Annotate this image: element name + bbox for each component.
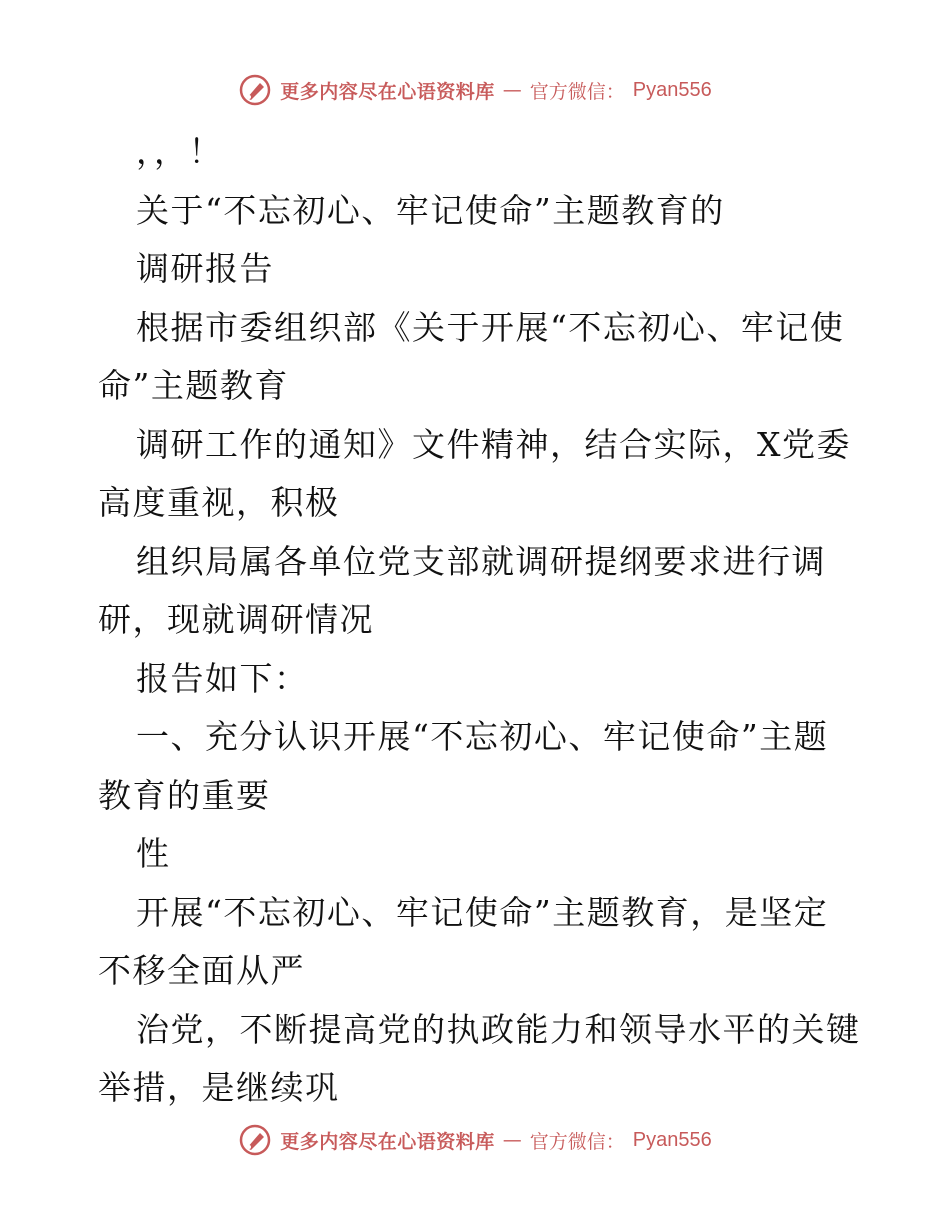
banner-text: 更多内容尽在心语资料库	[280, 80, 495, 103]
body-line: 根据市委组织部《关于开展“不忘初心、牢记使	[136, 307, 845, 347]
banner-separator: —	[502, 1129, 522, 1151]
body-line: 一、充分认识开展“不忘初心、牢记使命”主题	[136, 717, 829, 756]
body-line: 关于“不忘初心、牢记使命”主题教育的	[136, 190, 725, 230]
banner-separator: —	[502, 79, 522, 101]
banner-wechat-label: 官方微信：	[529, 80, 625, 103]
body-line: 治党，不断提高党的执政能力和领导水平的关键	[136, 1009, 861, 1049]
body-line: ，，！	[136, 132, 223, 171]
body-line: 开展“不忘初心、牢记使命”主题教育，是坚定	[136, 892, 829, 932]
body-line: 命”主题教育	[98, 366, 289, 405]
banner-text: 更多内容尽在心语资料库	[280, 1130, 495, 1153]
body-line: 举措，是继续巩	[98, 1068, 340, 1107]
banner-wechat-handle: Pyan556	[632, 1128, 712, 1151]
body-line: 性	[136, 834, 171, 873]
body-line: 不移全面从严	[98, 951, 305, 990]
body-line: 高度重视，积极	[98, 483, 340, 522]
banner-wechat-label: 官方微信：	[529, 1130, 625, 1153]
body-line: 教育的重要	[98, 775, 271, 815]
banner-wechat-handle: Pyan556	[632, 78, 712, 101]
pen-nib-logo-icon	[238, 73, 272, 107]
pen-nib-logo-icon	[238, 1123, 272, 1157]
body-line: 调研工作的通知》文件精神，结合实际，X党委	[136, 424, 851, 464]
body-line: 调研报告	[136, 249, 274, 288]
document-body	[98, 123, 868, 1118]
body-line: 报告如下：	[136, 658, 309, 698]
body-line: 组织局属各单位党支部就调研提纲要求进行调	[136, 541, 826, 581]
body-line: 研，现就调研情况	[98, 600, 374, 639]
header-banner	[0, 70, 950, 110]
footer-banner	[0, 1120, 950, 1160]
